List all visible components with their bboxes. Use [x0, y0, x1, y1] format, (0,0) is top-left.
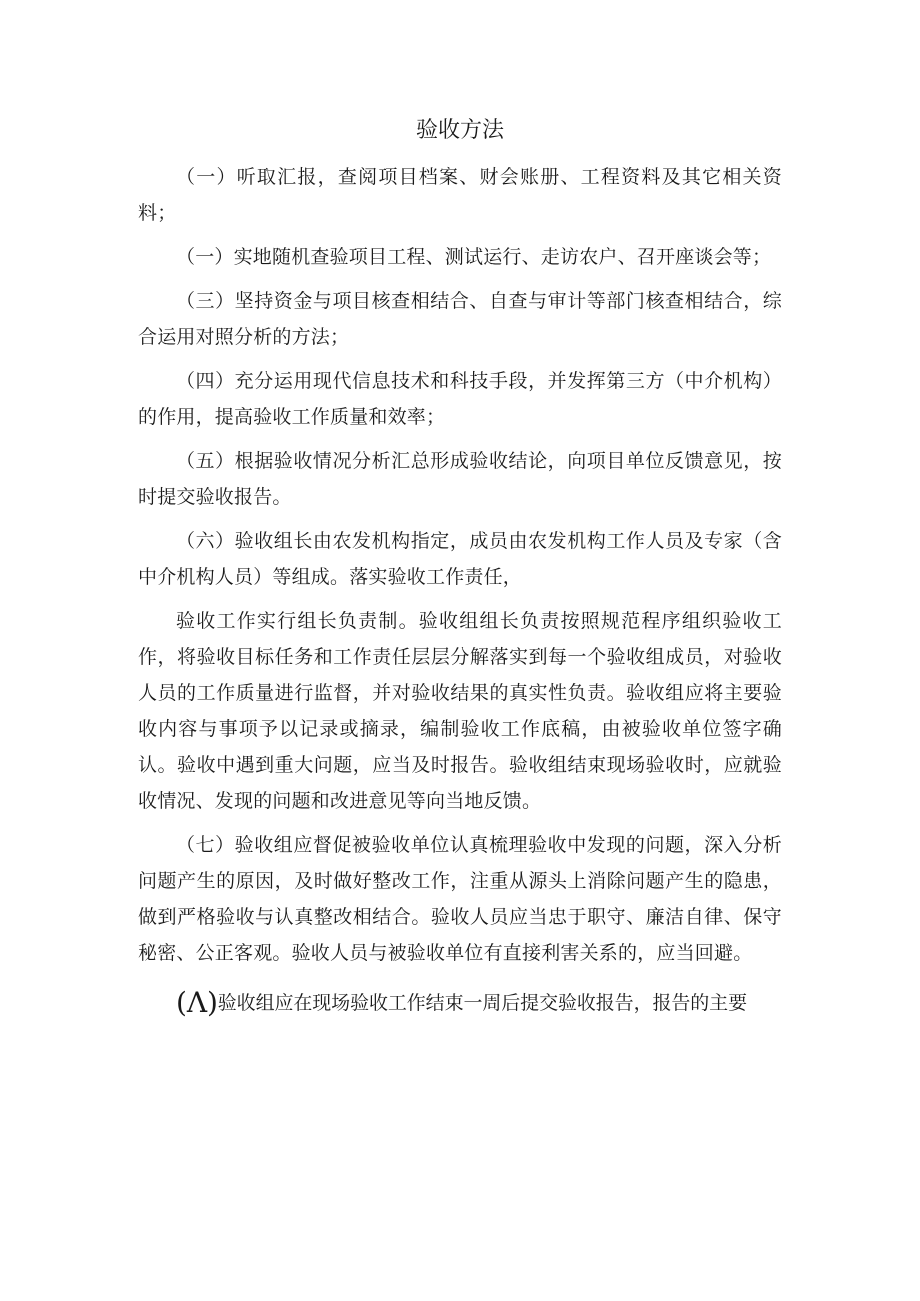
paragraph-6: （六）验收组长由农发机构指定，成员由农发机构工作人员及专家（含中介机构人员）等组成。落实验收工作责任，	[138, 530, 782, 588]
document-body	[138, 159, 782, 1029]
paragraph-8: （七）验收组应督促被验收单位认真梳理验收中发现的问题，深入分析问题产生的原因，及时做好整改工作，注重从源头上消除问题产生的隐患，做到严格验收与认真整改相结合。验收人员应当忠于职守、廉洁自律、保守秘密、公正客观。验收人员与被验收单位有直接利害关系的，应当回避。	[138, 834, 782, 964]
paragraph-3: （三）坚持资金与项目核查相结合、自查与审计等部门核查相结合，综合运用对照分析的方法；	[138, 290, 782, 348]
paragraph-7: 验收工作实行组长负责制。验收组组长负责按照规范程序组织验收工作，将验收目标任务和工作责任层层分解落实到每一个验收组成员，对验收人员的工作质量进行监督，并对验收结果的真实性负责。验收组应将主要验收内容与事项予以记录或摘录，编制验收工作底稿，由被验收单位签字确认。验收中遇到重大问题，应当及时报告。验收组结束现场验收时，应就验收情况、发现的问题和改进意见等向当地反馈。	[138, 610, 782, 812]
document-title: 验收方法	[415, 118, 504, 143]
paragraph-1: （一）听取汇报，查阅项目档案、财会账册、工程资料及其它相关资料；	[138, 166, 782, 224]
paragraph-5: （五）根据验收情况分析汇总形成验收结论，向项目单位反馈意见，按时提交验收报告。	[138, 450, 782, 508]
paragraph-4: （四）充分运用现代信息技术和科技手段，并发挥第三方（中介机构）的作用，提高验收工作质量和效率；	[138, 370, 782, 428]
paragraph-9-text: 验收组应在现场验收工作结束一周后提交验收报告，报告的主要	[217, 992, 747, 1014]
paragraph-9-marker: (Λ)	[176, 986, 218, 1019]
paragraph-2: （一）实地随机查验项目工程、测试运行、走访农户、召开座谈会等；	[176, 246, 772, 268]
paragraph-9	[138, 985, 782, 1021]
